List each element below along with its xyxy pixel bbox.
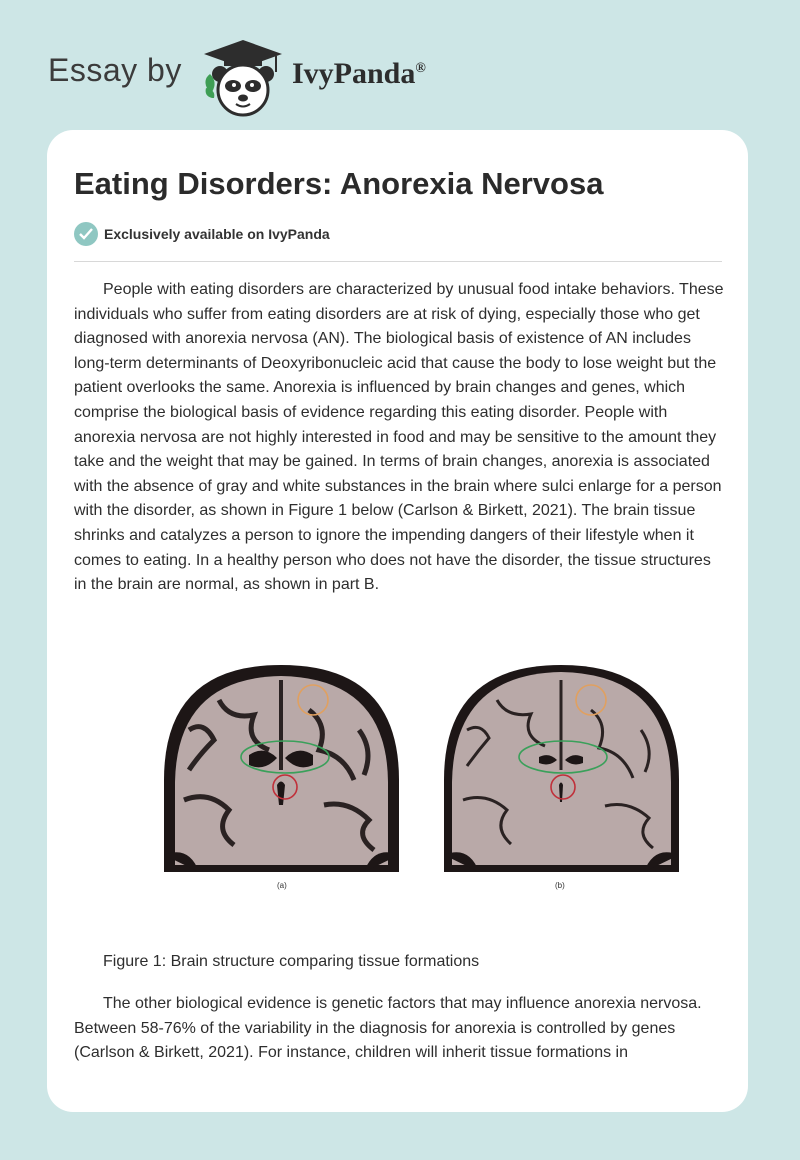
check-icon: [74, 222, 98, 246]
panel-a-label: (a): [277, 881, 287, 890]
panda-graduation-cap-icon[interactable]: [200, 38, 286, 118]
site-header: [48, 30, 748, 120]
page-title: Eating Disorders: Anorexia Nervosa: [74, 166, 604, 201]
brand-prefix: Essay by: [48, 52, 182, 88]
brain-panel-b: [444, 665, 679, 890]
registered-mark: ®: [415, 61, 426, 76]
paragraph-2: The other biological evidence is genetic factors that may influence anorexia nervosa. Between 58-76% of the variability in the diagnosis for anorexia is controlled by genes (Carlson & Birkett, 2021). For instance, children will inherit tissue formations in: [74, 995, 702, 1062]
brain-panel-a: [164, 665, 399, 890]
figure-caption: Figure 1: Brain structure comparing tissue formations: [103, 953, 480, 970]
divider: [74, 261, 722, 262]
brain-figure: [159, 660, 689, 890]
paragraph-1: People with eating disorders are characterized by unusual food intake behaviors. These individuals who suffer from eating disorders are at risk of dying, especially those who get diagnosed with anorexia nervosa (AN). The biological basis of existence of AN includes long-term determinants of Deoxyribonucleic acid that cause the body to lose weight but the patient overlooks the same. Anorexia is influenced by brain changes and genes, which comprise the biological basis of evidence regarding this eating disorder. People with anorexia nervosa are not highly interested in food and may be sensitive to the amount they take and the weight that may be gained. In terms of brain changes, anorexia is associated with the absence of gray and white substances in the brain where sulci enlarge for a person with the disorder, as shown in Figure 1 below (Carlson & Birkett, 2021). The brain tissue shrinks and catalyzes a person to ignore the impending dangers of their lifestyle when it comes to eating. In a healthy person who does not have the disorder, the tissue structures in the brain are normal, as shown in part B.: [74, 281, 724, 594]
badge-text: Exclusively available on IvyPanda: [104, 226, 330, 242]
article-card: [47, 130, 748, 1112]
exclusive-badge: [74, 222, 330, 246]
brand-name[interactable]: IvyPanda®: [292, 57, 426, 90]
panel-b-label: (b): [555, 881, 565, 890]
